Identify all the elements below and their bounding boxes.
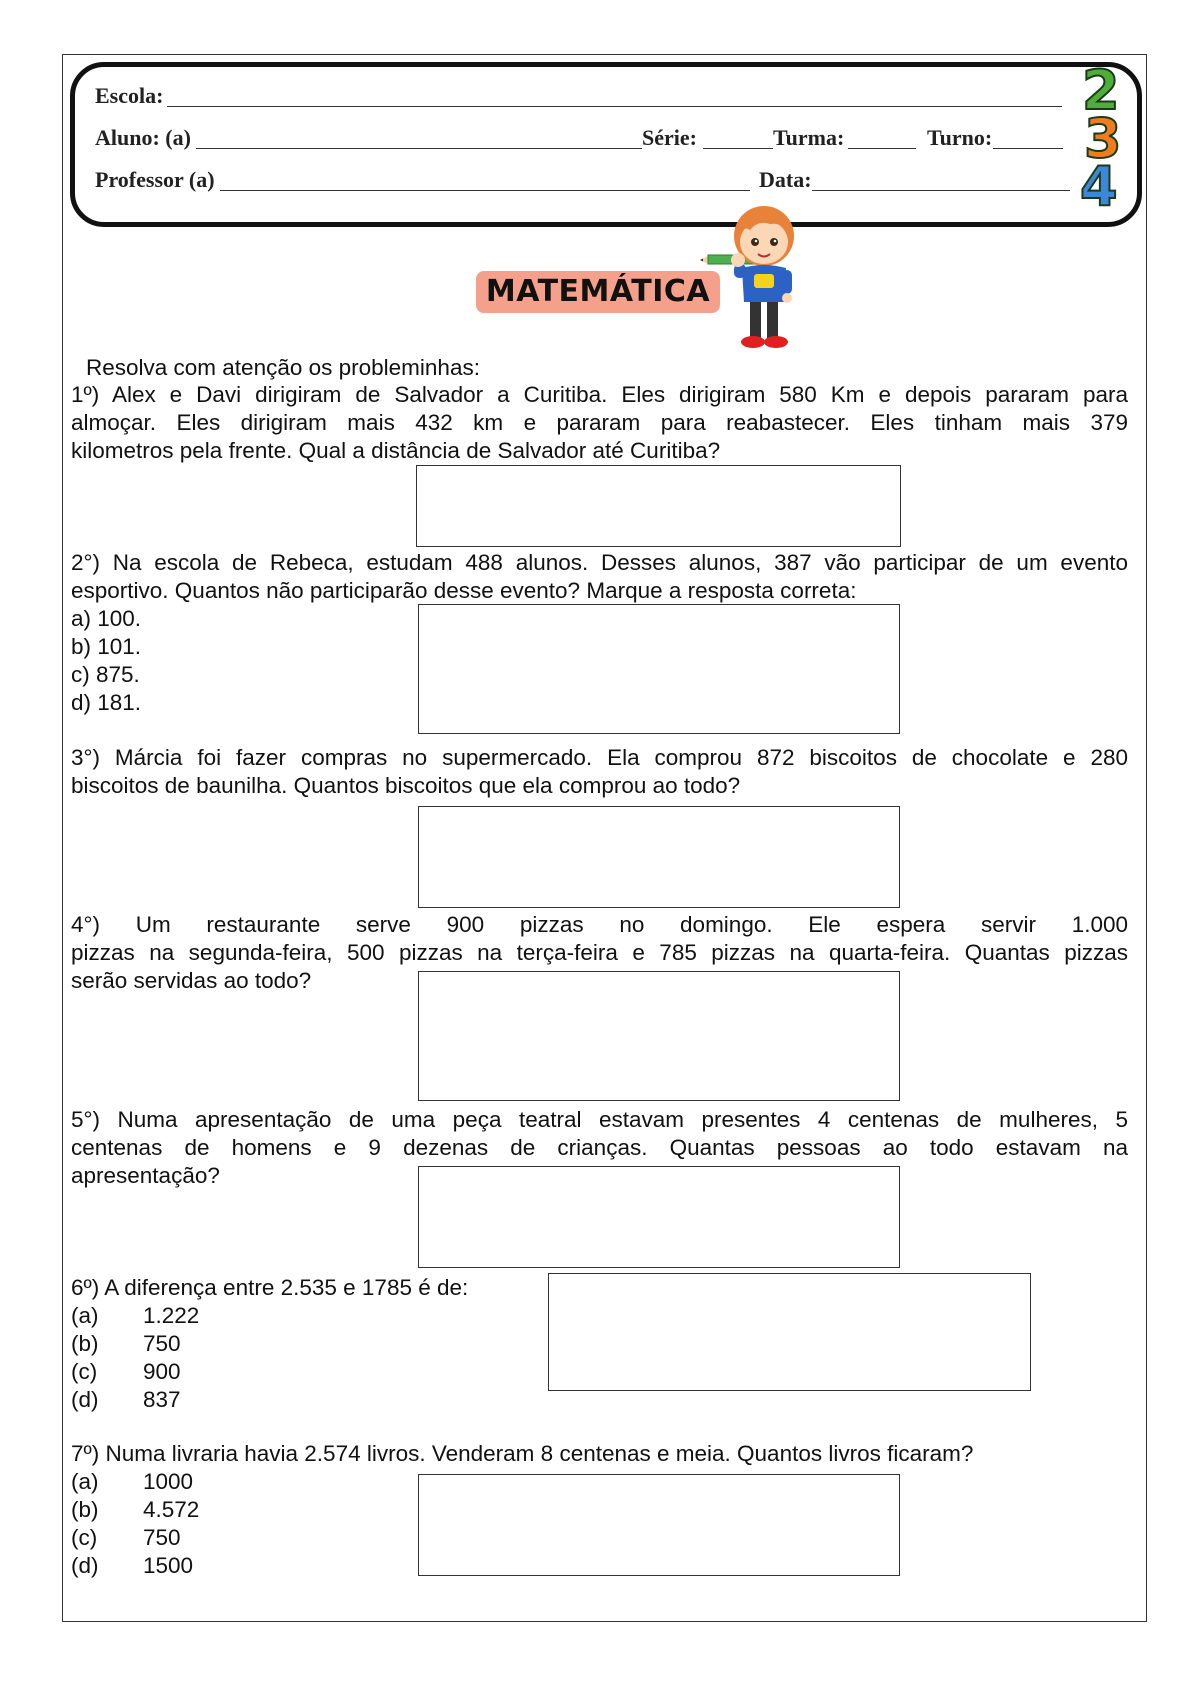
q4-line1: 4°) Um restaurante serve 900 pizzas no domingo. Ele espera servir 1.000 bbox=[71, 912, 1128, 937]
aluno-label: Aluno: (a) bbox=[95, 125, 191, 150]
q6-option-d-label: (d) bbox=[71, 1387, 99, 1412]
q5-line2: centenas de homens e 9 dezenas de crianças. Quantas pessoas ao todo estavam na bbox=[71, 1135, 1128, 1160]
q6-option-c[interactable] bbox=[71, 1358, 181, 1386]
q6-option-d[interactable] bbox=[71, 1386, 181, 1414]
professor-label: Professor (a) bbox=[95, 167, 215, 192]
serie-field[interactable] bbox=[703, 148, 773, 149]
q7-option-a[interactable] bbox=[71, 1468, 193, 1496]
data-label: Data: bbox=[759, 167, 812, 192]
q7-text: 7º) Numa livraria havia 2.574 livros. Venderam 8 centenas e meia. Quantos livros ficaram? bbox=[71, 1441, 974, 1466]
q7-option-c[interactable] bbox=[71, 1524, 181, 1552]
professor-field[interactable] bbox=[220, 190, 750, 191]
q4-answer-box[interactable] bbox=[418, 971, 900, 1101]
q4-line2: pizzas na segunda-feira, 500 pizzas na terça-feira e 785 pizzas na quarta-feira. Quantas pizzas bbox=[71, 940, 1128, 965]
q6-answer-box[interactable] bbox=[548, 1273, 1031, 1391]
q4-line3: serão servidas ao todo? bbox=[71, 968, 312, 993]
q5-line1: 5°) Numa apresentação de uma peça teatral estavam presentes 4 centenas de mulheres, 5 bbox=[71, 1107, 1128, 1132]
serie-label: Série: bbox=[642, 125, 697, 150]
number-2-icon: 2 bbox=[1082, 59, 1120, 122]
q7-option-b[interactable] bbox=[71, 1496, 199, 1524]
q1-answer-box[interactable] bbox=[416, 465, 901, 547]
intro-text: Resolva com atenção os probleminhas: bbox=[86, 355, 480, 380]
q3-answer-box[interactable] bbox=[418, 806, 900, 908]
q2-answer-box[interactable] bbox=[418, 604, 900, 734]
q5-answer-box[interactable] bbox=[418, 1166, 900, 1268]
q7-option-c-label: (c) bbox=[71, 1525, 98, 1550]
q6-text: 6º) A diferença entre 2.535 e 1785 é de: bbox=[71, 1275, 469, 1300]
number-4-icon: 4 bbox=[1080, 155, 1118, 218]
q7-option-d-label: (d) bbox=[71, 1553, 99, 1578]
turma-field[interactable] bbox=[848, 148, 916, 149]
q2-line1: 2°) Na escola de Rebeca, estudam 488 alunos. Desses alunos, 387 vão participar de um evento bbox=[71, 550, 1128, 575]
turma-label: Turma: bbox=[773, 125, 845, 150]
q3-line1: 3°) Márcia foi fazer compras no supermercado. Ela comprou 872 biscoitos de chocolate e 280 bbox=[71, 745, 1128, 770]
q7-option-b-label: (b) bbox=[71, 1497, 99, 1522]
q2-option-b[interactable]: b) 101. bbox=[71, 634, 142, 659]
q2-option-d[interactable]: d) 181. bbox=[71, 690, 142, 715]
q7-option-d-value: 1500 bbox=[143, 1553, 194, 1578]
q2-option-c[interactable]: c) 875. bbox=[71, 662, 140, 687]
q2-line2: esportivo. Quantos não participarão desse evento? Marque a resposta correta: bbox=[71, 578, 857, 603]
q3-line2: biscoitos de baunilha. Quantos biscoitos que ela comprou ao todo? bbox=[71, 773, 741, 798]
q7-option-b-value: 4.572 bbox=[143, 1497, 200, 1522]
page-title: MATEMÁTICA bbox=[476, 271, 720, 313]
q6-option-b-label: (b) bbox=[71, 1331, 99, 1356]
q6-option-a-label: (a) bbox=[71, 1303, 99, 1328]
q7-option-a-label: (a) bbox=[71, 1469, 99, 1494]
number-3-icon: 3 bbox=[1084, 107, 1122, 170]
q1-line2: almoçar. Eles dirigiram mais 432 km e pararam para reabastecer. Eles tinham mais 379 bbox=[71, 410, 1128, 435]
data-field[interactable] bbox=[812, 190, 1070, 191]
turno-label: Turno: bbox=[927, 125, 993, 150]
q6-option-c-label: (c) bbox=[71, 1359, 98, 1384]
q7-option-c-value: 750 bbox=[143, 1525, 181, 1550]
q6-option-a-value: 1.222 bbox=[143, 1303, 200, 1328]
turno-field[interactable] bbox=[993, 148, 1063, 149]
child-with-pencil-icon bbox=[698, 198, 798, 354]
q5-line3: apresentação? bbox=[71, 1163, 220, 1188]
q7-option-a-value: 1000 bbox=[143, 1469, 194, 1494]
escola-label: Escola: bbox=[95, 83, 164, 108]
q2-option-a[interactable]: a) 100. bbox=[71, 606, 142, 631]
q6-option-b-value: 750 bbox=[143, 1331, 181, 1356]
q6-option-b[interactable] bbox=[71, 1330, 181, 1358]
aluno-field[interactable] bbox=[196, 148, 642, 149]
q1-line3: kilometros pela frente. Qual a distância de Salvador até Curitiba? bbox=[71, 438, 721, 463]
q6-option-c-value: 900 bbox=[143, 1359, 181, 1384]
q7-option-d[interactable] bbox=[71, 1552, 193, 1580]
q1-line1: 1º) Alex e Davi dirigiram de Salvador a Curitiba. Eles dirigiram 580 Km e depois pararam para bbox=[71, 382, 1128, 407]
q7-answer-box[interactable] bbox=[418, 1474, 900, 1576]
q6-option-a[interactable] bbox=[71, 1302, 199, 1330]
q6-option-d-value: 837 bbox=[143, 1387, 181, 1412]
escola-field[interactable] bbox=[167, 106, 1062, 107]
